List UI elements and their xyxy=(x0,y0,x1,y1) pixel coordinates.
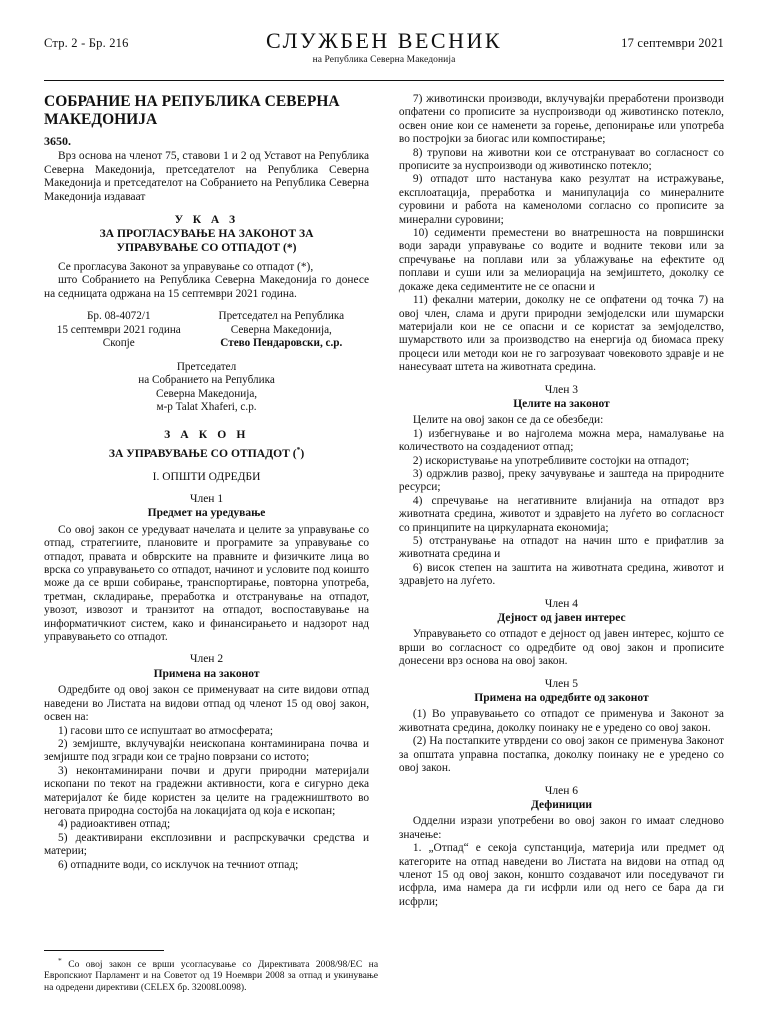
article-2-item: 4) радиоактивен отпад; xyxy=(58,818,171,831)
article-6-title: Дефиниции xyxy=(530,798,592,811)
article-2-intro: Одредбите од овој закон се применуваат на сите видови отпад наведени во Листата на видови отпад од членот 15 од овој закон, освен на: xyxy=(44,684,370,724)
ukaz-heading-line1: У К А З xyxy=(174,213,239,227)
article-5-paragraph-2: (2) На постапките утврдени со овој закон се применува Законот за општата управна постапка, доколку поинаку не е уредено со овој закон. xyxy=(398,735,724,775)
document-city: Скопје xyxy=(102,337,135,350)
footnote-text-wrapper xyxy=(44,955,378,993)
article-6-item: 1. „Отпад“ е секоја супстанција, материја или предмет од категорите на отпад наведени во Листата на видови на отпад од членот 15 од овој закон, коншто создавачот или поседувачот ги исфрла, има намера да ги исфрли или од него се бара да ги исфрли; xyxy=(398,842,724,908)
publication-date: 17 септември 2021 xyxy=(621,36,724,50)
article-1-number: Член 1 xyxy=(189,493,224,506)
article-2-item: 1) гасови што се испуштаат во атмосферата; xyxy=(58,724,274,737)
article-1-title: Предмет на уредување xyxy=(147,507,266,520)
proclamation-paragraph: Се прогласува Законот за управување со отпадот (*), xyxy=(58,261,314,274)
article-2-item: 10) седименти преместени во внатрешноста на површински води заради управување со водите и водните текови или за спречување на поплави или за ублажување на ефектите од поплави и суши или за мелиорација на земјиштето, доколку се докаже дека седиментите не се опасни и xyxy=(398,227,724,293)
article-2-title: Примена на законот xyxy=(153,667,260,680)
president-role-line2: Северна Македонија, xyxy=(230,323,332,336)
document-date: 15 септември 2021 година xyxy=(56,323,181,336)
article-3-item: 6) висок степен на заштита на животната средина, животот и здравјето на луѓето. xyxy=(398,561,724,588)
assembly-president-role-line3: Северна Македонија, xyxy=(155,387,258,400)
article-3-item: 4) спречување на негативните влијанија на отпадот врз животната средина, животот и здравјето на луѓето во согласност со принципите на циркуларната економија; xyxy=(398,494,724,534)
law-title-line2-text: ЗА УПРАВУВАЊЕ СО ОТПАДОТ ( xyxy=(108,446,297,460)
page-number-left: Стр. 2 - Бр. 216 xyxy=(44,36,129,50)
columns-container xyxy=(44,93,724,993)
assembly-president-name-text: м-р Talat Xhaferi, с.р. xyxy=(156,401,257,414)
article-2-number: Член 2 xyxy=(189,653,224,666)
issuing-body-title: СОБРАНИЕ НА РЕПУБЛИКА СЕВЕРНА МАКЕДОНИЈА xyxy=(44,93,340,128)
assembly-president-role-line2: на Собранието на Република xyxy=(138,374,275,387)
footnote-text: Со овој закон се врши усогласување со Директивата 2008/98/ЕС на Европскиот Парламент и на Советот од 19 Ноември 2008 за отпад и укинување на одредени директиви (CELEX бр. 32008L0098). xyxy=(44,958,379,993)
article-2-item: 6) отпадните води, со исклучок на течниот отпад; xyxy=(58,858,299,871)
article-2-item: 2) земјиште, вклучувајќи неископана контаминирана почва и земјиште под згради кои се трајно поврзани со истото; xyxy=(44,737,370,764)
right-column xyxy=(388,93,724,993)
law-title xyxy=(44,427,369,461)
publication-subtitle: на Република Северна Македонија xyxy=(312,55,456,65)
act-intro-paragraph: Врз основа на членот 75, ставови 1 и 2 од Уставот на Република Северна Македонија, претседателот на Република Северна Македонија и претседателот на Собранието на Република Северна Македонија издаваат xyxy=(44,150,370,203)
article-2-item: 11) фекални материи, доколку не се опфатени од точка 7) на овој член, слама и други природни земјоделски или шумарски материјали кои не се опасни и се користат за земјоделство, шумарството или за производство на енергија од биомаса преку процеси или методи кои не го загрозуваат човековото здравје и не нанесуваат штета на животната средина. xyxy=(398,294,724,374)
ukaz-heading xyxy=(44,213,369,255)
article-1-text: Со овој закон се уредуваат начелата и целите за управување со отпад, стратегиите, плановите и програмите за управување со отпадот, правата и обврските на правните и физичките лица во врска со управувањето со отпадот, начинот и условите под коишто може да се врши собирање, транспортирање, повторна употреба, третман, складирање, преработка и отстранување на отпадот, увозот, извозот и транзитот на отпадот, воспоставување на информатичкиот систем, како и финансирањето и надзорот над управувањето со отпадот. xyxy=(44,523,370,644)
article-2-item: 5) деактивирани експлозивни и распрскувачки средства и материи; xyxy=(44,831,370,858)
publication-title: СЛУЖБЕН ВЕСНИК xyxy=(265,28,503,53)
article-4-number: Член 4 xyxy=(544,597,579,610)
article-3-item: 3) одржлив развој, преку зачувување и заштеда на природните ресурси; xyxy=(398,467,724,494)
article-2-item: 3) неконтаминирани почви и други природни материјали ископани по текот на градежни активности, кога е сигурно дека материјалот ќе биде користен за целите на градежништвото во неговата природна состојба на локацијата од која е ископан; xyxy=(44,764,370,817)
adoption-paragraph: што Собранието на Република Северна Македонија го донесе на седницата одржана на 15 септември 2021 година. xyxy=(44,274,370,300)
president-name: Стево Пендаровски, с.р. xyxy=(220,337,343,350)
signature-block xyxy=(44,310,369,351)
article-2-item: 8) трупови на животни кои се отстрануваат во согласност со прописите за нуспроизводи од животинско потекло; xyxy=(398,146,724,173)
masthead xyxy=(44,28,724,76)
document-number: Бр. 08-4072/1 xyxy=(86,310,151,323)
footnote-block xyxy=(44,950,378,993)
article-3-title: Целите на законот xyxy=(513,397,610,410)
signature-left xyxy=(44,310,194,351)
masthead-divider xyxy=(44,80,724,81)
article-3-item: 2) искористување на употребливите состојки на отпадот; xyxy=(412,454,690,467)
article-3-item: 5) отстранување на отпадот на начин што е прифатлив за животната средина и xyxy=(398,535,724,561)
assembly-president-block xyxy=(44,361,369,415)
article-5-paragraph-1: (1) Во управувањето со отпадот се применува и Законот за животната средина, доколку поинаку не е уредено со овој закон. xyxy=(398,708,724,734)
signature-right xyxy=(194,310,370,351)
assembly-president-name xyxy=(44,401,369,415)
law-title-line1: З А К О Н xyxy=(164,427,249,441)
ukaz-heading-line2: ЗА ПРОГЛАСУВАЊЕ НА ЗАКОНОТ ЗА xyxy=(99,227,314,241)
column-gutter xyxy=(378,93,388,993)
article-3-number: Член 3 xyxy=(544,383,579,396)
footnote-divider xyxy=(44,950,164,951)
footnote-mark: * xyxy=(58,955,62,965)
article-5-title: Примена на одредбите од законот xyxy=(474,692,649,705)
assembly-president-role-line1: Претседател xyxy=(176,360,237,373)
article-4-text: Управувањето со отпадот е дејност од јавен интерес, којшто се врши во согласност со одредбите од овој закон и прописите донесени врз основа на овој закон. xyxy=(398,628,724,668)
section-heading: I. ОПШТИ ОДРЕДБИ xyxy=(152,470,261,483)
act-number: 3650. xyxy=(44,134,71,148)
law-title-line2-end: ) xyxy=(300,446,305,460)
law-title-footnote-mark: * xyxy=(296,444,301,454)
left-column xyxy=(44,93,378,993)
article-4-title: Дејност од јавен интерес xyxy=(497,612,626,625)
article-3-item: 1) избегнување и во најголема можна мера, намалување на количеството на создадениот отпад; xyxy=(398,427,724,454)
article-6-intro: Одделни изрази употребени во овој закон го имаат следново значење: xyxy=(398,815,724,841)
article-3-intro: Целите на овој закон се да се обезбеди: xyxy=(412,414,604,427)
law-title-line2 xyxy=(44,442,369,461)
article-5-number: Член 5 xyxy=(544,677,579,690)
president-role-line1: Претседател на Република xyxy=(218,310,345,323)
article-2-item: 7) животински производи, вклучувајќи преработени производи опфатени со прописите за нуспроизводи од животинско потекло, освен оние кои се наменети за горење, депонирање или употреба во постројки за биогас или компостирање; xyxy=(398,93,724,146)
article-6-number: Член 6 xyxy=(544,784,579,797)
article-2-item: 9) отпадот што настанува како резултат на истражување, експлоатација, преработка и манипулација со минералните суровини и работа на каменоломи согласно со прописите за минерални суровини; xyxy=(398,173,724,226)
ukaz-heading-line3: УПРАВУВАЊЕ СО ОТПАДОТ (*) xyxy=(116,241,297,255)
